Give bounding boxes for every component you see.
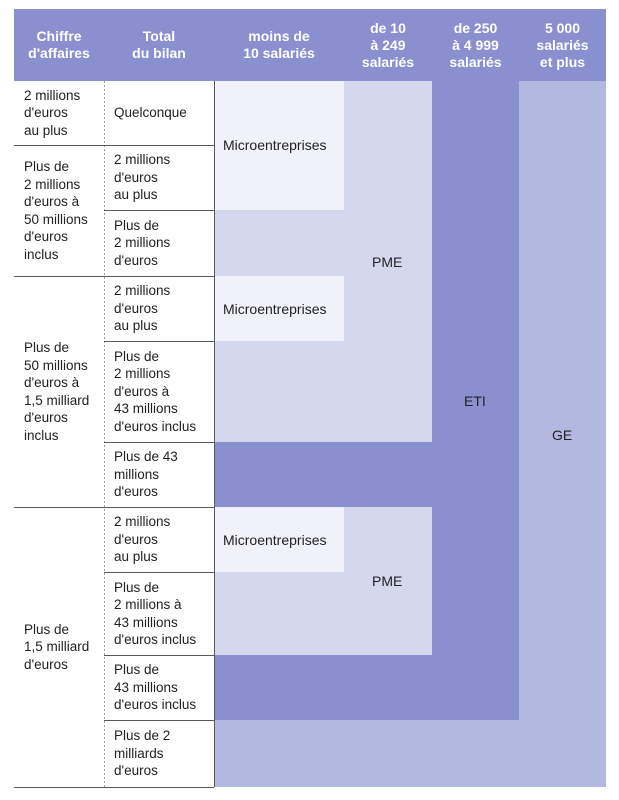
bilan-cell-9: Plus de 43 millions d'euros inclus [114, 662, 197, 713]
column-divider-solid [214, 81, 215, 787]
row-divider [104, 655, 214, 656]
bilan-cell-6: Plus de 43 millions d'euros [114, 449, 178, 500]
bilan-cell-10: Plus de 2 milliards d'euros [114, 728, 171, 779]
bilan-cell-5: Plus de 2 millions d'euros à 43 millions d'euros inclus [114, 348, 197, 434]
eti-region-left-2 [214, 655, 432, 720]
pme-label-1: PME [372, 254, 403, 270]
microentreprises-label-3: Microentreprises [223, 532, 327, 548]
ca-row-3: Plus de 50 millions d'euros à 1,5 milliard d'euros inclus [24, 340, 90, 443]
bilan-cell-8: Plus de 2 millions à 43 millions d'euros inclus [114, 579, 197, 647]
eti-label: ETI [464, 393, 486, 409]
row-divider [104, 210, 214, 211]
header-10-249-salaries: de 10 à 249 salariés [344, 9, 432, 81]
microentreprises-label-2: Microentreprises [223, 301, 327, 317]
table-bottom-border [14, 787, 214, 788]
ca-row-1: 2 millions d'euros au plus [24, 87, 81, 138]
row-divider [104, 720, 214, 721]
ge-label: GE [552, 427, 573, 443]
ca-row-4: Plus de 1,5 milliard d'euros [24, 621, 90, 672]
ca-row-2: Plus de 2 millions d'euros à 50 millions d'euros inclus [24, 159, 88, 262]
row-divider [14, 145, 214, 146]
pme-label-2: PME [372, 573, 403, 589]
microentreprises-label-1: Microentreprises [223, 137, 327, 153]
eti-region-left-1 [214, 442, 432, 507]
header-chiffre-affaires: Chiffre d'affaires [14, 9, 104, 81]
column-divider-dotted [104, 81, 105, 787]
header-250-4999-salaries: de 250 à 4 999 salariés [432, 9, 519, 81]
bilan-cell-1: Quelconque [114, 105, 187, 121]
header-total-bilan: Total du bilan [104, 9, 214, 81]
row-divider [14, 276, 214, 277]
bilan-cell-4: 2 millions d'euros au plus [114, 283, 171, 334]
bilan-cell-7: 2 millions d'euros au plus [114, 514, 171, 565]
row-divider [104, 572, 214, 573]
row-divider [104, 341, 214, 342]
bilan-cell-2: 2 millions d'euros au plus [114, 152, 171, 203]
ge-region-bottom [214, 720, 519, 787]
bilan-cell-3: Plus de 2 millions d'euros [114, 217, 171, 268]
row-divider [14, 507, 214, 508]
row-divider [104, 442, 214, 443]
header-moins-10-salaries: moins de 10 salariés [214, 9, 344, 81]
header-5000-plus-salaries: 5 000 salariés et plus [519, 9, 606, 81]
